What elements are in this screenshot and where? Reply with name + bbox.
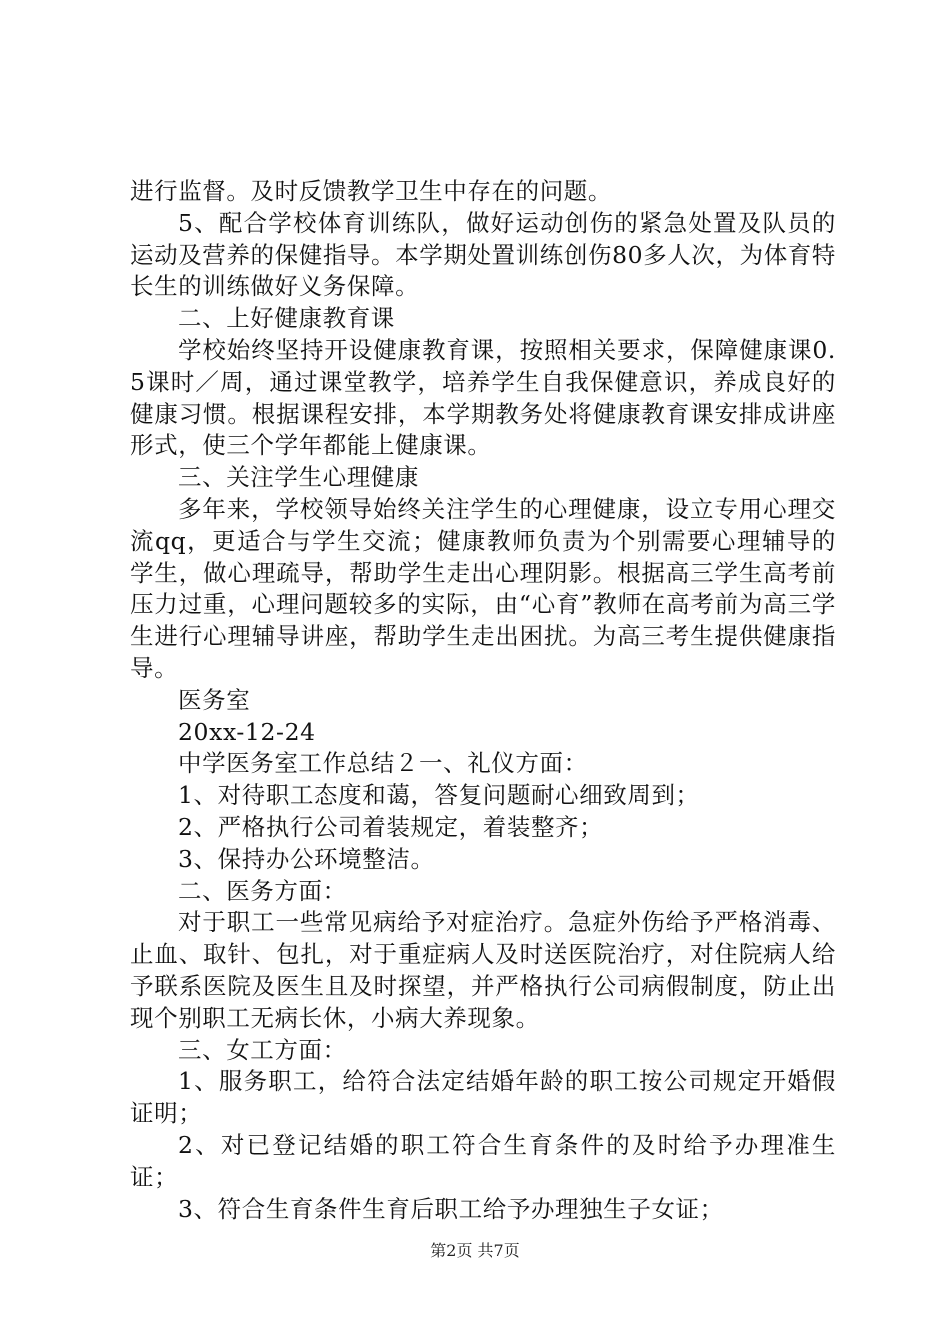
- paragraph-17: 2、对已登记结婚的职工符合生育条件的及时给予办理准生证；: [130, 1130, 836, 1191]
- paragraph-14: 对于职工一些常见病给予对症治疗。急症外伤给予严格消毒、止血、取针、包扎，对于重症病人及时送医院治疗，对住院病人给予联系医院及医生且及时探望，并严格执行公司病假制度，防止出现个别职工无病长休，小病大养现象。: [130, 908, 836, 1032]
- document-body: [130, 176, 836, 1225]
- paragraph-4: 学校始终坚持开设健康教育课，按照相关要求，保障健康课0.5课时／周，通过课堂教学，培养学生自我保健意识，养成良好的健康习惯。根据课程安排，本学期教务处将健康教育课安排成讲座形式，使三个学年都能上健康课。: [130, 335, 836, 460]
- paragraph-16: 1、服务职工，给符合法定结婚年龄的职工按公司规定开婚假证明；: [130, 1067, 836, 1128]
- paragraph-6: 多年来，学校领导始终关注学生的心理健康，设立专用心理交流qq，更适合与学生交流；健康教师负责为个别需要心理辅导的学生，做心理疏导，帮助学生走出心理阴影。根据高三学生高考前压力过重，心理问题较多的实际，由“心育”教师在高考前为高三学生进行心理辅导讲座，帮助学生走出困扰。为高三考生提供健康指导。: [130, 494, 836, 682]
- signature-office: 医务室: [178, 685, 251, 714]
- paragraph-11: 2、严格执行公司着装规定，着装整齐；: [178, 812, 604, 841]
- section-heading-health-class: 二、上好健康教育课: [178, 304, 395, 333]
- paragraph-1: 进行监督。及时反馈教学卫生中存在的问题。: [130, 177, 612, 205]
- paragraph-10: 1、对待职工态度和蔼，答复问题耐心细致周到；: [178, 781, 700, 810]
- page-number: 第2页 共7页: [430, 1241, 520, 1260]
- page-footer: [0, 1241, 950, 1261]
- section-heading-medical: 二、医务方面：: [178, 876, 347, 905]
- paragraph-12: 3、保持办公环境整洁。: [178, 844, 435, 873]
- paragraph-2: 5、配合学校体育训练队，做好运动创伤的紧急处置及队员的运动及营养的保健指导。本学期处置训练创伤80多人次，为体育特长生的训练做好义务保障。: [130, 208, 836, 301]
- section-heading-mental-health: 三、关注学生心理健康: [178, 463, 419, 492]
- section-heading-female-workers: 三、女工方面：: [178, 1035, 347, 1064]
- paragraph-18: 3、符合生育条件生育后职工给予办理独生子女证；: [178, 1194, 724, 1223]
- summary-2-title: 中学医务室工作总结２一、礼仪方面：: [178, 749, 588, 778]
- signature-date: 20xx-12-24: [178, 717, 316, 746]
